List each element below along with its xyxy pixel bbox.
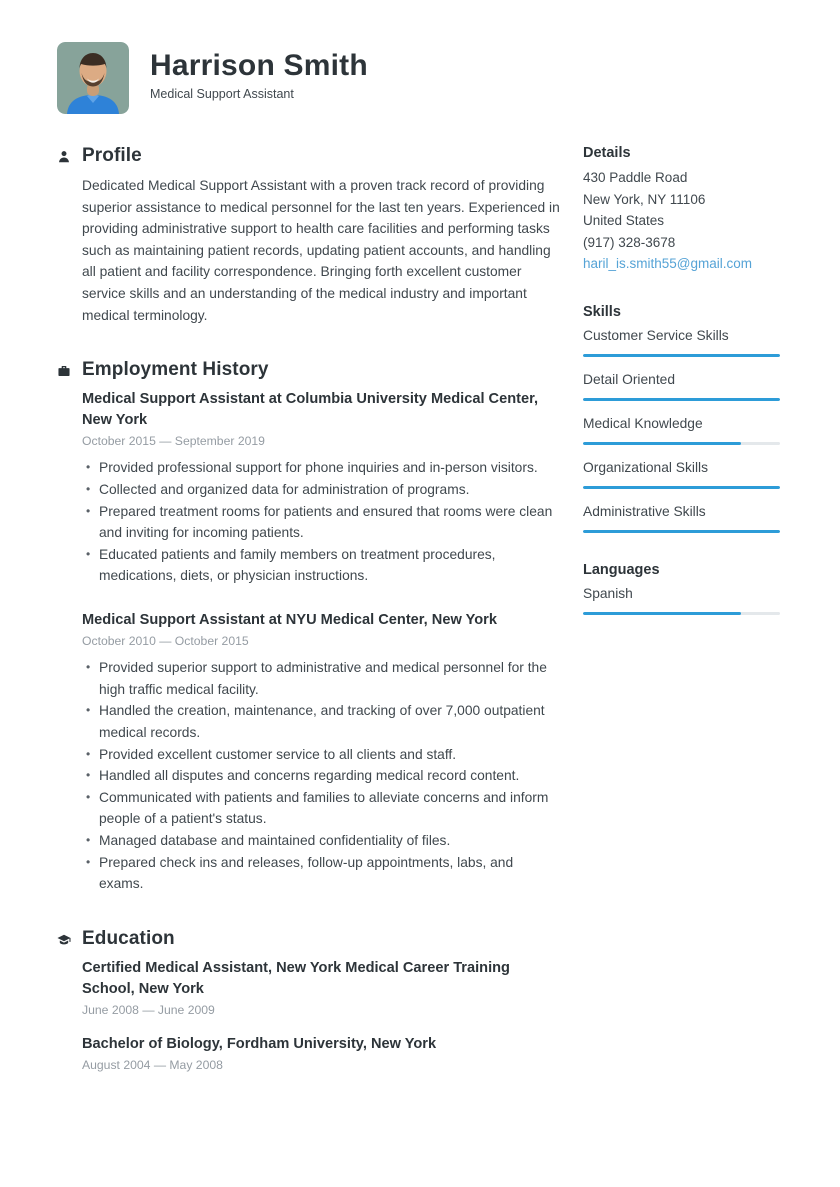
sidebar	[583, 145, 780, 1072]
skill-bar-fill	[583, 530, 780, 533]
profile-heading: Profile	[82, 145, 142, 166]
skills-list	[583, 326, 780, 533]
education-heading: Education	[82, 927, 175, 949]
job-bullet	[82, 700, 560, 743]
employment-body	[82, 359, 560, 895]
bullet-text: Provided professional support for phone inquiries and in-person visitors.	[99, 460, 538, 476]
profile-section	[57, 145, 560, 326]
job-dates: October 2015 — September 2019	[82, 434, 265, 449]
job-bullet	[82, 501, 560, 544]
employment-section	[57, 359, 560, 895]
skill-item	[583, 584, 780, 615]
job-bullets	[82, 657, 560, 895]
skill-label: Spanish	[583, 585, 633, 601]
skill-item	[583, 370, 780, 401]
skill-label: Organizational Skills	[583, 459, 708, 475]
skills-block	[583, 304, 780, 533]
job-bullet	[82, 765, 560, 787]
education-title: Bachelor of Biology, Fordham University, New York	[82, 1036, 437, 1053]
resume-content	[57, 145, 780, 1072]
job-bullet	[82, 830, 560, 852]
languages-heading: Languages	[583, 561, 660, 578]
languages-block	[583, 562, 780, 615]
profile-photo	[57, 42, 129, 114]
bullet-text: Provided excellent customer service to all clients and staff.	[99, 746, 457, 762]
phone-number: (917) 328-3678	[583, 234, 676, 250]
bullet-text: Handled the creation, maintenance, and tracking of over 7,000 outpatient medical records.	[99, 703, 545, 740]
education-entry	[82, 958, 560, 1017]
employment-heading: Employment History	[82, 359, 269, 381]
skill-label: Administrative Skills	[583, 503, 706, 519]
bullet-text: Communicated with patients and families to alleviate concerns and inform people of a patient's status.	[99, 789, 549, 827]
details-block	[583, 145, 780, 275]
skill-label: Customer Service Skills	[583, 327, 729, 343]
skill-bar-track	[583, 530, 780, 533]
profile-body	[82, 145, 560, 326]
education-entries	[82, 958, 560, 1072]
email-link[interactable]: haril_is.smith55@gmail.com	[583, 256, 753, 271]
details-heading: Details	[583, 145, 631, 161]
job-bullet	[82, 657, 560, 700]
main-column	[57, 145, 560, 1072]
education-dates: August 2004 — May 2008	[82, 1058, 223, 1073]
job-bullet	[82, 544, 560, 587]
education-body	[82, 928, 560, 1072]
bullet-text: Prepared treatment rooms for patients and ensured that rooms were clean and inviting for incoming patients.	[99, 503, 553, 541]
bullet-text: Educated patients and family members on treatment procedures, medications, diets, or physician instructions.	[99, 546, 496, 584]
job-bullet	[82, 479, 560, 501]
skill-bar-track	[583, 442, 780, 445]
skill-bar-track	[583, 398, 780, 401]
skill-bar-fill	[583, 398, 780, 401]
job-bullet	[82, 457, 560, 479]
skill-bar-fill	[583, 612, 741, 615]
address-line-2: New York, NY 11106	[583, 191, 706, 207]
candidate-job-title: Medical Support Assistant	[150, 87, 294, 101]
skill-item	[583, 458, 780, 489]
job-title: Medical Support Assistant at NYU Medical Center, New York	[82, 612, 497, 629]
graduation-cap-icon	[57, 933, 71, 947]
employment-job	[82, 389, 560, 587]
employment-job	[82, 610, 560, 895]
job-bullet	[82, 744, 560, 766]
address-line-1: 430 Paddle Road	[583, 170, 688, 185]
education-dates: June 2008 — June 2009	[82, 1003, 215, 1018]
skills-heading: Skills	[583, 303, 621, 320]
skill-label: Medical Knowledge	[583, 415, 703, 431]
bullet-text: Provided superior support to administrative and medical personnel for the high traffic medical facility.	[99, 660, 547, 697]
skill-label: Detail Oriented	[583, 371, 676, 387]
skill-bar-fill	[583, 354, 780, 357]
bullet-text: Handled all disputes and concerns regarding medical record content.	[99, 768, 520, 784]
skill-bar-fill	[583, 442, 741, 445]
briefcase-icon	[57, 364, 71, 378]
person-icon	[57, 150, 71, 164]
job-bullet	[82, 852, 560, 895]
job-bullets	[82, 457, 560, 587]
skill-item	[583, 502, 780, 533]
skill-item	[583, 326, 780, 357]
skill-bar-track	[583, 612, 780, 615]
skill-bar-fill	[583, 486, 780, 489]
job-dates: October 2010 — October 2015	[82, 634, 249, 649]
job-title: Medical Support Assistant at Columbia University Medical Center, New York	[82, 391, 539, 429]
education-section	[57, 928, 560, 1072]
address-country: United States	[583, 213, 665, 228]
header-text	[150, 42, 368, 101]
education-entry	[82, 1034, 560, 1072]
skill-bar-track	[583, 486, 780, 489]
bullet-text: Prepared check ins and releases, follow-up appointments, labs, and exams.	[99, 854, 514, 892]
employment-jobs	[82, 389, 560, 895]
bullet-text: Collected and organized data for administration of programs.	[99, 482, 470, 498]
bullet-text: Managed database and maintained confidentiality of files.	[99, 832, 451, 848]
candidate-name: Harrison Smith	[150, 49, 368, 82]
skill-bar-track	[583, 354, 780, 357]
profile-text: Dedicated Medical Support Assistant with a proven track record of providing superior assistance to medical personnel for the last ten years. Experienced in providing administrative support to health care facilities and performing tasks such as maintaining patient records, updating patient accounts, and handling all patient and facility correspondence. Bringing forth excellent customer service skills and an understanding of the medical industry and important medical terminology.	[82, 178, 560, 323]
job-bullet	[82, 787, 560, 830]
resume-header	[57, 42, 780, 114]
languages-list	[583, 584, 780, 615]
education-title: Certified Medical Assistant, New York Medical Career Training School, New York	[82, 959, 510, 997]
skill-item	[583, 414, 780, 445]
